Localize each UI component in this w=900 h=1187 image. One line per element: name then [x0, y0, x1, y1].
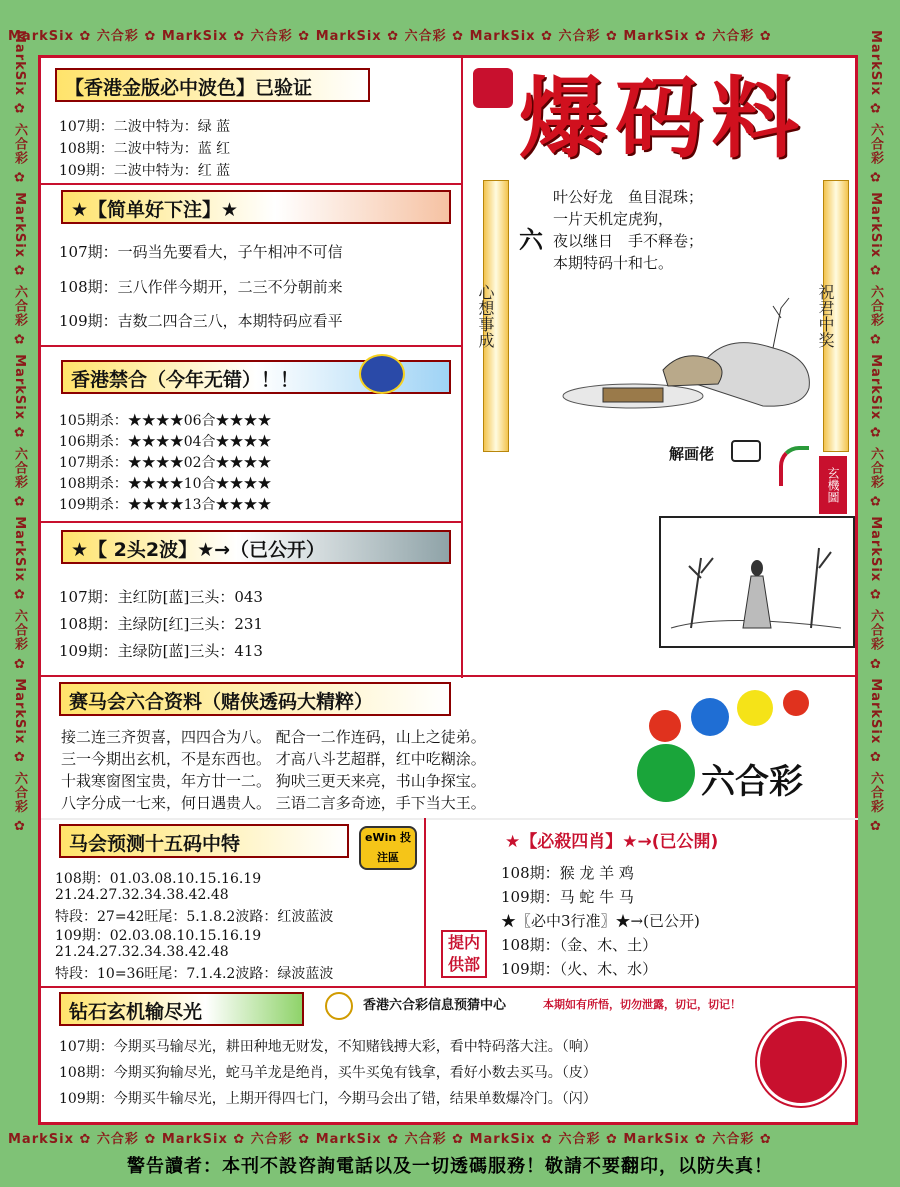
ball-yellow [737, 690, 773, 726]
kill-line: 109期：马 蛇 牛 马 [501, 888, 634, 906]
heads-line: 107期：主红防[蓝]三头：043 [59, 588, 263, 606]
column-divider [424, 818, 426, 988]
ball-blue [691, 698, 729, 736]
border-right: MarkSix ✿ 六合彩 ✿ MarkSix ✿ 六合彩 ✿ MarkSix ✿ 六合彩 ✿ MarkSix ✿ 六合彩 ✿ MarkSix ✿ 六合彩 ✿ [868, 30, 883, 835]
forbidden-line: 105期杀：★★★★06合★★★★ [59, 413, 272, 429]
ball-red [649, 710, 681, 742]
fist-icon [473, 68, 513, 108]
fifteen-line: 特段：10=36旺尾：7.1.4.2波路：绿波蓝波 [55, 966, 334, 982]
poem-line: 叶公好龙 鱼目混珠； [553, 188, 704, 206]
forbidden-line: 108期杀：★★★★10合★★★★ [59, 476, 272, 492]
internal-stamp: 提内供部 [441, 930, 487, 978]
heads-line: 108期：主绿防[红]三头：231 [59, 615, 263, 633]
forbidden-line: 107期杀：★★★★02合★★★★ [59, 455, 272, 471]
kill-subtitle: ★〖必中3行准〗★→(已公开) [501, 912, 700, 930]
poem-line: 一片天机定虎狗， [553, 210, 674, 228]
main-panel [38, 55, 858, 1125]
divider [41, 521, 461, 523]
ball-green [637, 744, 695, 802]
forbidden-line: 106期杀：★★★★04合★★★★ [59, 434, 272, 450]
forbidden-title: 香港禁合（今年无错）！！ [61, 360, 451, 394]
fifteen-title: 马会预测十五码中特 [59, 824, 349, 858]
center-name: 香港六合彩信息预猜中心 [363, 998, 507, 1013]
simple-line: 108期：三八作伴今期开，二三不分朝前来 [59, 278, 343, 296]
explain-label: 解画佬 [669, 445, 715, 463]
pointing-hand-icon [731, 440, 761, 462]
kill-sub-line: 109期：（火、木、水） [501, 960, 658, 978]
scroll-left: 心想事成 [483, 180, 509, 452]
horse-line: 接二连三齐贺喜，四四合为八。 配合一二作连码，山上之徒弟。 [61, 728, 486, 746]
coin-icon [325, 992, 353, 1020]
fifteen-line: 21.24.27.32.34.38.42.48 [55, 887, 229, 903]
wave-line: 108期：二波中特为：蓝 红 [59, 141, 231, 157]
simple-line: 109期：吉数二四合三八，本期特码应看平 [59, 312, 343, 330]
diamond-title: 钻石玄机输尽光 [59, 992, 304, 1026]
horse-line: 三一今期出玄机，不是东西也。 才高八斗艺超群，红中吃糊涂。 [61, 750, 486, 768]
kill-title: ★【必殺四肖】★→(已公開) [505, 832, 719, 852]
fifteen-line: 108期：01.03.08.10.15.16.19 [55, 871, 262, 887]
column-divider [461, 58, 463, 678]
divider [41, 986, 858, 988]
horse-title: 赛马会六合资料（赌侠透码大精粹） [59, 682, 451, 716]
border-left: MarkSix ✿ 六合彩 ✿ MarkSix ✿ 六合彩 ✿ MarkSix ✿ 六合彩 ✿ MarkSix ✿ 六合彩 ✿ MarkSix ✿ 六合彩 ✿ [12, 30, 27, 835]
poster-title: 爆码料 [519, 66, 808, 170]
divider [41, 183, 461, 185]
heads-line: 109期：主绿防[蓝]三头：413 [59, 642, 263, 660]
tiger-dog-illustration [513, 288, 819, 428]
ball-red-small [783, 690, 809, 716]
poem-line: 本期特码十和七。 [553, 254, 674, 272]
simple-line: 107期：一码当先要看大，子午相冲不可信 [59, 243, 343, 261]
fifteen-line: 109期：02.03.08.10.15.16.19 [55, 928, 262, 944]
poem-mark: 六 [519, 225, 543, 254]
horse-line: 八字分成一七来，何日遇贵人。 三语二言多奇迹，手下当大王。 [61, 794, 486, 812]
sage-picture [659, 516, 855, 648]
diamond-line: 107期：今期买马输尽光，耕田种地无财发，不知赌钱搏大彩，看中特码落大注。（响） [59, 1039, 597, 1055]
bauhinia-emblem-icon [757, 1018, 845, 1106]
diamond-line: 109期：今期买牛输尽光，上期开得四七门，今期马会出了错，结果单数爆冷门。（闪） [59, 1091, 597, 1107]
fifteen-line: 特段：27=42旺尾：5.1.8.2波路：红波蓝波 [55, 909, 334, 925]
poem-line: 夜以继日 手不释卷； [553, 232, 704, 250]
divider [41, 818, 858, 820]
footer-warning: 警告讀者：本刊不設咨詢電話以及一切透碼服務！敬請不要翻印，以防失真！ [0, 1152, 900, 1187]
seal-stamp: 玄機圖 [819, 456, 847, 514]
heads-title: ★【 2头2波】★→（已公开） [61, 530, 451, 564]
logo-text: 六合彩 [701, 762, 803, 802]
divider [41, 675, 858, 677]
divider [41, 345, 461, 347]
border-bottom: MarkSix ✿ 六合彩 ✿ MarkSix ✿ 六合彩 ✿ MarkSix ✿ 六合彩 ✿ MarkSix ✿ 六合彩 ✿ MarkSix ✿ 六合彩 ✿ [8, 1132, 772, 1147]
kill-sub-line: 108期：（金、木、土） [501, 936, 658, 954]
horse-line: 十栽寒窗图宝贵，年方廿一二。 狗吠三更天来亮，书山争探宝。 [61, 772, 486, 790]
wave-line: 109期：二波中特为：红 蓝 [59, 163, 231, 179]
kill-line: 108期：猴 龙 羊 鸡 [501, 864, 634, 882]
border-top: MarkSix ✿ 六合彩 ✿ MarkSix ✿ 六合彩 ✿ MarkSix ✿ 六合彩 ✿ MarkSix ✿ 六合彩 ✿ MarkSix ✿ 六合彩 ✿ [8, 29, 772, 44]
wave-title: 【香港金版必中波色】已验证 [55, 68, 370, 102]
scroll-right: 祝君中奖 [823, 180, 849, 452]
notice: 本期如有所悟，切勿泄露，切记，切记！ [543, 998, 741, 1011]
ewin-badge: eWin 投注區 [359, 826, 417, 870]
fifteen-line: 21.24.27.32.34.38.42.48 [55, 944, 229, 960]
diamond-line: 108期：今期买狗输尽光，蛇马羊龙是绝肖，买牛买兔有钱拿，看好小数去买马。（皮） [59, 1065, 597, 1081]
wave-line: 107期：二波中特为：绿 蓝 [59, 119, 231, 135]
rainbow-icon [779, 446, 809, 486]
lottery-emblem-icon [359, 354, 405, 394]
forbidden-line: 109期杀：★★★★13合★★★★ [59, 497, 272, 513]
simple-title: ★【简单好下注】★ [61, 190, 451, 224]
